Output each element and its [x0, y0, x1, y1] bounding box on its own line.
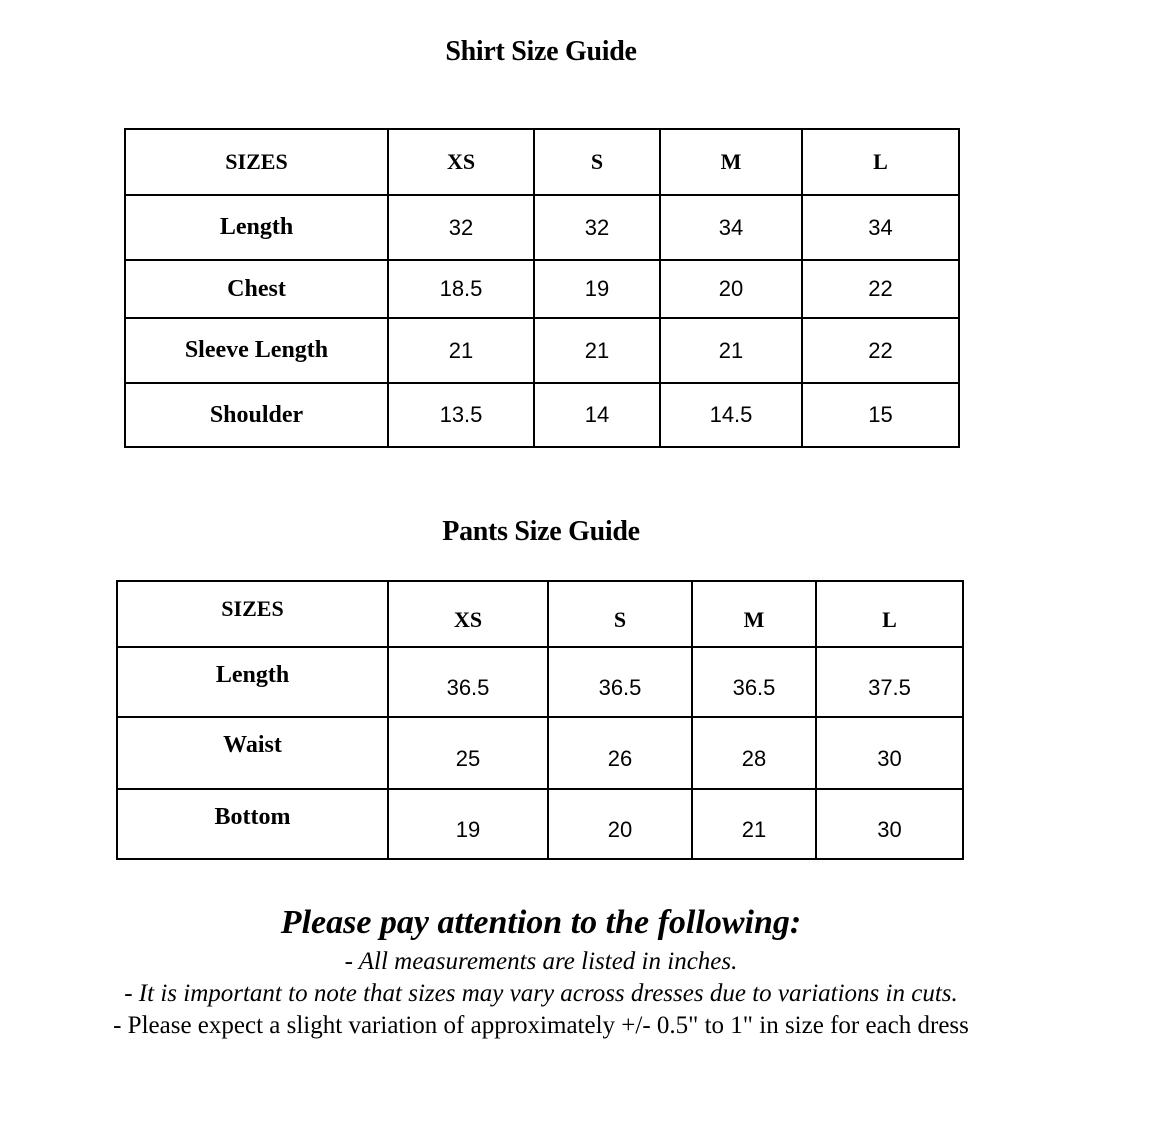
table-row [125, 318, 959, 383]
table-cell: 21 [388, 318, 534, 383]
pants-size-guide-title: Pants Size Guide [442, 516, 640, 547]
table-cell: 18.5 [388, 260, 534, 318]
table-cell: 19 [388, 789, 548, 859]
pants-size-table [116, 580, 964, 860]
column-header: L [802, 129, 959, 195]
table-cell: 34 [802, 195, 959, 260]
table-cell: 36.5 [548, 647, 692, 717]
table-cell: 30 [816, 789, 963, 859]
column-header: XS [388, 129, 534, 195]
notes-section [0, 900, 1082, 1042]
row-label: Sleeve Length [125, 318, 388, 383]
table-cell: 21 [692, 789, 816, 859]
table-header-row [117, 581, 963, 647]
column-header: M [692, 581, 816, 647]
table-cell: 25 [388, 717, 548, 789]
column-header: S [534, 129, 660, 195]
table-cell: 37.5 [816, 647, 963, 717]
shirt-size-table [124, 128, 960, 448]
table-row [125, 383, 959, 447]
table-cell: 28 [692, 717, 816, 789]
table-cell: 32 [388, 195, 534, 260]
row-label: Shoulder [125, 383, 388, 447]
table-cell: 13.5 [388, 383, 534, 447]
table-row [125, 195, 959, 260]
column-header: S [548, 581, 692, 647]
row-label: Length [125, 195, 388, 260]
note-tolerance: - Please expect a slight variation of approximately +/- 0.5" to 1" in size for each dress [113, 1012, 969, 1039]
table-cell: 36.5 [388, 647, 548, 717]
column-header: XS [388, 581, 548, 647]
table-row [117, 717, 963, 789]
table-cell: 19 [534, 260, 660, 318]
table-cell: 20 [660, 260, 802, 318]
table-cell: 26 [548, 717, 692, 789]
row-label: Length [117, 647, 388, 717]
table-cell: 15 [802, 383, 959, 447]
table-cell: 21 [534, 318, 660, 383]
column-header: SIZES [117, 581, 388, 647]
table-cell: 22 [802, 260, 959, 318]
table-row [125, 260, 959, 318]
column-header: M [660, 129, 802, 195]
table-cell: 34 [660, 195, 802, 260]
table-header-row [125, 129, 959, 195]
row-label: Chest [125, 260, 388, 318]
table-cell: 20 [548, 789, 692, 859]
table-row [117, 647, 963, 717]
table-row [117, 789, 963, 859]
table-cell: 14 [534, 383, 660, 447]
notes-heading: Please pay attention to the following: [280, 904, 802, 941]
table-cell: 14.5 [660, 383, 802, 447]
table-cell: 32 [534, 195, 660, 260]
column-header: L [816, 581, 963, 647]
note-size-variation: - It is important to note that sizes may vary across dresses due to variations in cuts. [124, 980, 958, 1007]
column-header: SIZES [125, 129, 388, 195]
table-cell: 30 [816, 717, 963, 789]
shirt-size-guide-title: Shirt Size Guide [445, 36, 637, 67]
table-cell: 36.5 [692, 647, 816, 717]
table-cell: 22 [802, 318, 959, 383]
note-measurements: - All measurements are listed in inches. [344, 948, 738, 975]
row-label: Bottom [117, 789, 388, 859]
table-cell: 21 [660, 318, 802, 383]
row-label: Waist [117, 717, 388, 789]
